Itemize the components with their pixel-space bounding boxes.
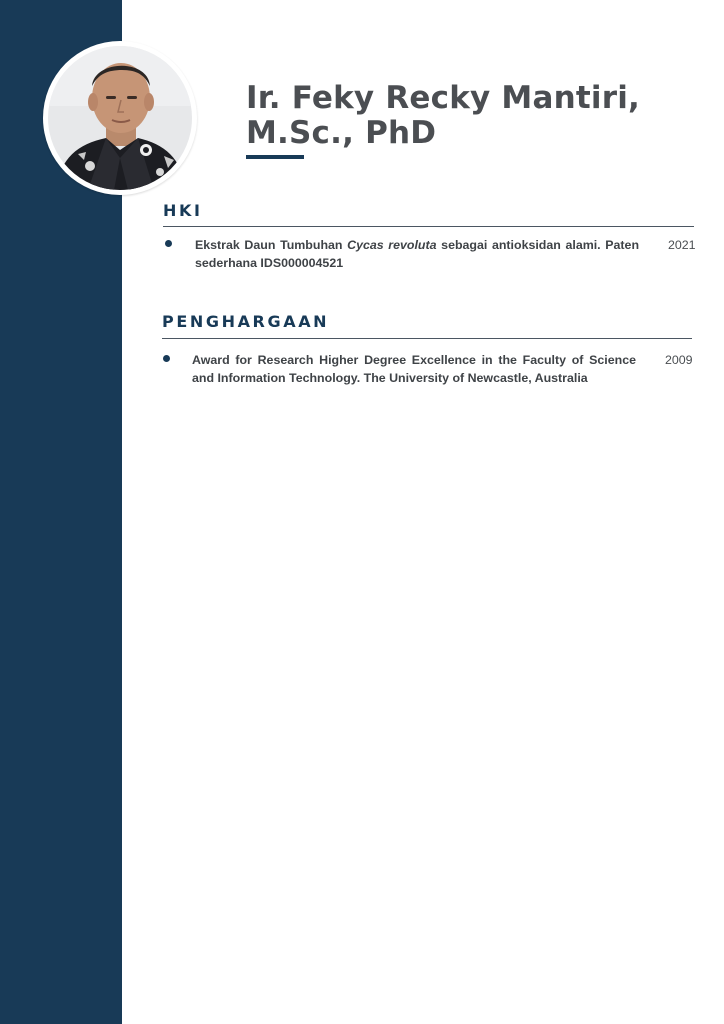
award-item-text: Award for Research Higher Degree Excellence in the Faculty of Science and Information Technology. The University of Newcastle, Australia: [192, 353, 636, 385]
hki-item-year: 2021: [668, 238, 696, 252]
award-item-year: 2009: [665, 353, 693, 367]
bullet-icon: [163, 355, 170, 362]
hki-item-text: [195, 236, 639, 272]
profile-photo: [43, 41, 197, 195]
person-name-line2: M.Sc., PhD: [246, 115, 437, 151]
section-divider-penghargaan: [162, 338, 692, 339]
section-title-hki: HKI: [163, 201, 203, 220]
section-title-penghargaan: PENGHARGAAN: [162, 312, 330, 331]
hki-item-text-end: sebagai antioksidan alami. Paten sederhana IDS000004521: [195, 238, 640, 270]
person-name: [246, 81, 696, 151]
section-divider-hki: [163, 226, 694, 227]
portrait-image: [48, 46, 192, 190]
bullet-icon: [165, 240, 172, 247]
person-name-line1: Ir. Feky Recky Mantiri,: [246, 80, 640, 116]
name-underline: [246, 155, 304, 159]
hki-item-text-start: Ekstrak Daun Tumbuhan: [195, 238, 348, 252]
hki-item-species-name: Cycas revoluta: [347, 238, 437, 252]
